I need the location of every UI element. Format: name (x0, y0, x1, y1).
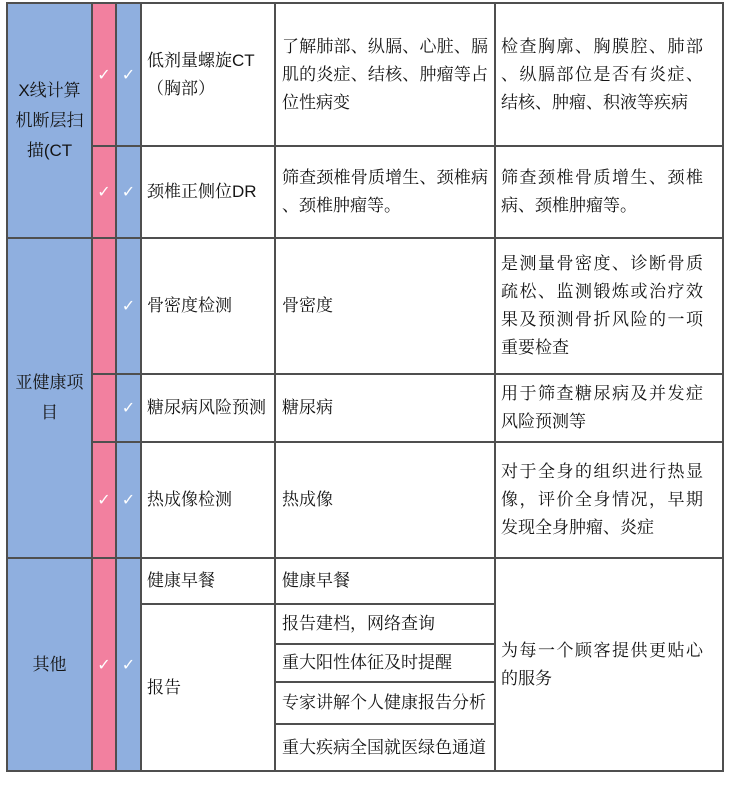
check-icon: ✓ (97, 492, 111, 509)
blue-check-cell (116, 146, 141, 238)
checkup-items-table (6, 2, 724, 772)
item-detail-cell: 健康早餐 (275, 558, 495, 604)
item-name-cell: 颈椎正侧位DR (141, 146, 275, 238)
pink-check-cell (92, 374, 116, 442)
table-row (7, 3, 723, 146)
check-icon: ✓ (121, 656, 136, 674)
item-purpose-cell: 检查胸廓、胸膜腔、肺部、纵膈部位是否有炎症、结核、肿瘤、积液等疾病 (495, 3, 723, 146)
item-name-cell: 低剂量螺旋CT（胸部） (141, 3, 275, 146)
item-detail-cell: 重大阳性体征及时提醒 (275, 644, 495, 682)
pink-check-cell (92, 558, 116, 771)
item-detail-cell: 专家讲解个人健康报告分析 (275, 682, 495, 724)
table-row (7, 146, 723, 238)
table-row (7, 238, 723, 374)
item-detail-cell: 筛查颈椎骨质增生、颈椎病、颈椎肿瘤等。 (275, 146, 495, 238)
category-cell-other: 其他 (7, 558, 92, 771)
item-name-cell: 骨密度检测 (141, 238, 275, 374)
table-row (7, 442, 723, 558)
table-row (7, 374, 723, 442)
blue-check-cell (116, 442, 141, 558)
item-purpose-cell: 是测量骨密度、诊断骨质疏松、监测锻炼或治疗效果及预测骨折风险的一项重要检查 (495, 238, 723, 374)
item-purpose-cell: 筛查颈椎骨质增生、颈椎病、颈椎肿瘤等。 (495, 146, 723, 238)
blue-check-cell (116, 374, 141, 442)
check-icon: ✓ (121, 184, 136, 201)
item-purpose-cell: 为每一个顾客提供更贴心的服务 (495, 558, 723, 771)
item-name-cell: 热成像检测 (141, 442, 275, 558)
item-detail-cell: 重大疾病全国就医绿色通道 (275, 724, 495, 771)
check-icon: ✓ (121, 298, 136, 315)
pink-check-cell (92, 146, 116, 238)
check-icon: ✓ (121, 400, 136, 417)
item-name-cell: 糖尿病风险预测 (141, 374, 275, 442)
item-name-cell: 报告 (141, 604, 275, 771)
check-icon: ✓ (97, 656, 111, 674)
item-purpose-cell: 用于筛查糖尿病及并发症风险预测等 (495, 374, 723, 442)
checkup-table-container (6, 2, 724, 772)
check-icon: ✓ (97, 66, 111, 84)
pink-check-cell (92, 238, 116, 374)
pink-check-cell (92, 442, 116, 558)
item-detail-cell: 热成像 (275, 442, 495, 558)
blue-check-cell (116, 238, 141, 374)
blue-check-cell (116, 558, 141, 771)
blue-check-cell (116, 3, 141, 146)
pink-check-cell (92, 3, 116, 146)
item-detail-cell: 了解肺部、纵膈、心脏、膈肌的炎症、结核、肿瘤等占位性病变 (275, 3, 495, 146)
item-detail-cell: 骨密度 (275, 238, 495, 374)
check-icon: ✓ (121, 66, 136, 84)
item-detail-cell: 糖尿病 (275, 374, 495, 442)
check-icon: ✓ (97, 184, 111, 201)
category-cell-ct: X线计算机断层扫描(CT (7, 3, 92, 238)
check-icon: ✓ (121, 492, 136, 509)
item-name-cell: 健康早餐 (141, 558, 275, 604)
item-purpose-cell: 对于全身的组织进行热显像，评价全身情况，早期发现全身肿瘤、炎症 (495, 442, 723, 558)
table-row (7, 558, 723, 604)
item-detail-cell: 报告建档，网络查询 (275, 604, 495, 644)
category-cell-subhealth: 亚健康项目 (7, 238, 92, 558)
